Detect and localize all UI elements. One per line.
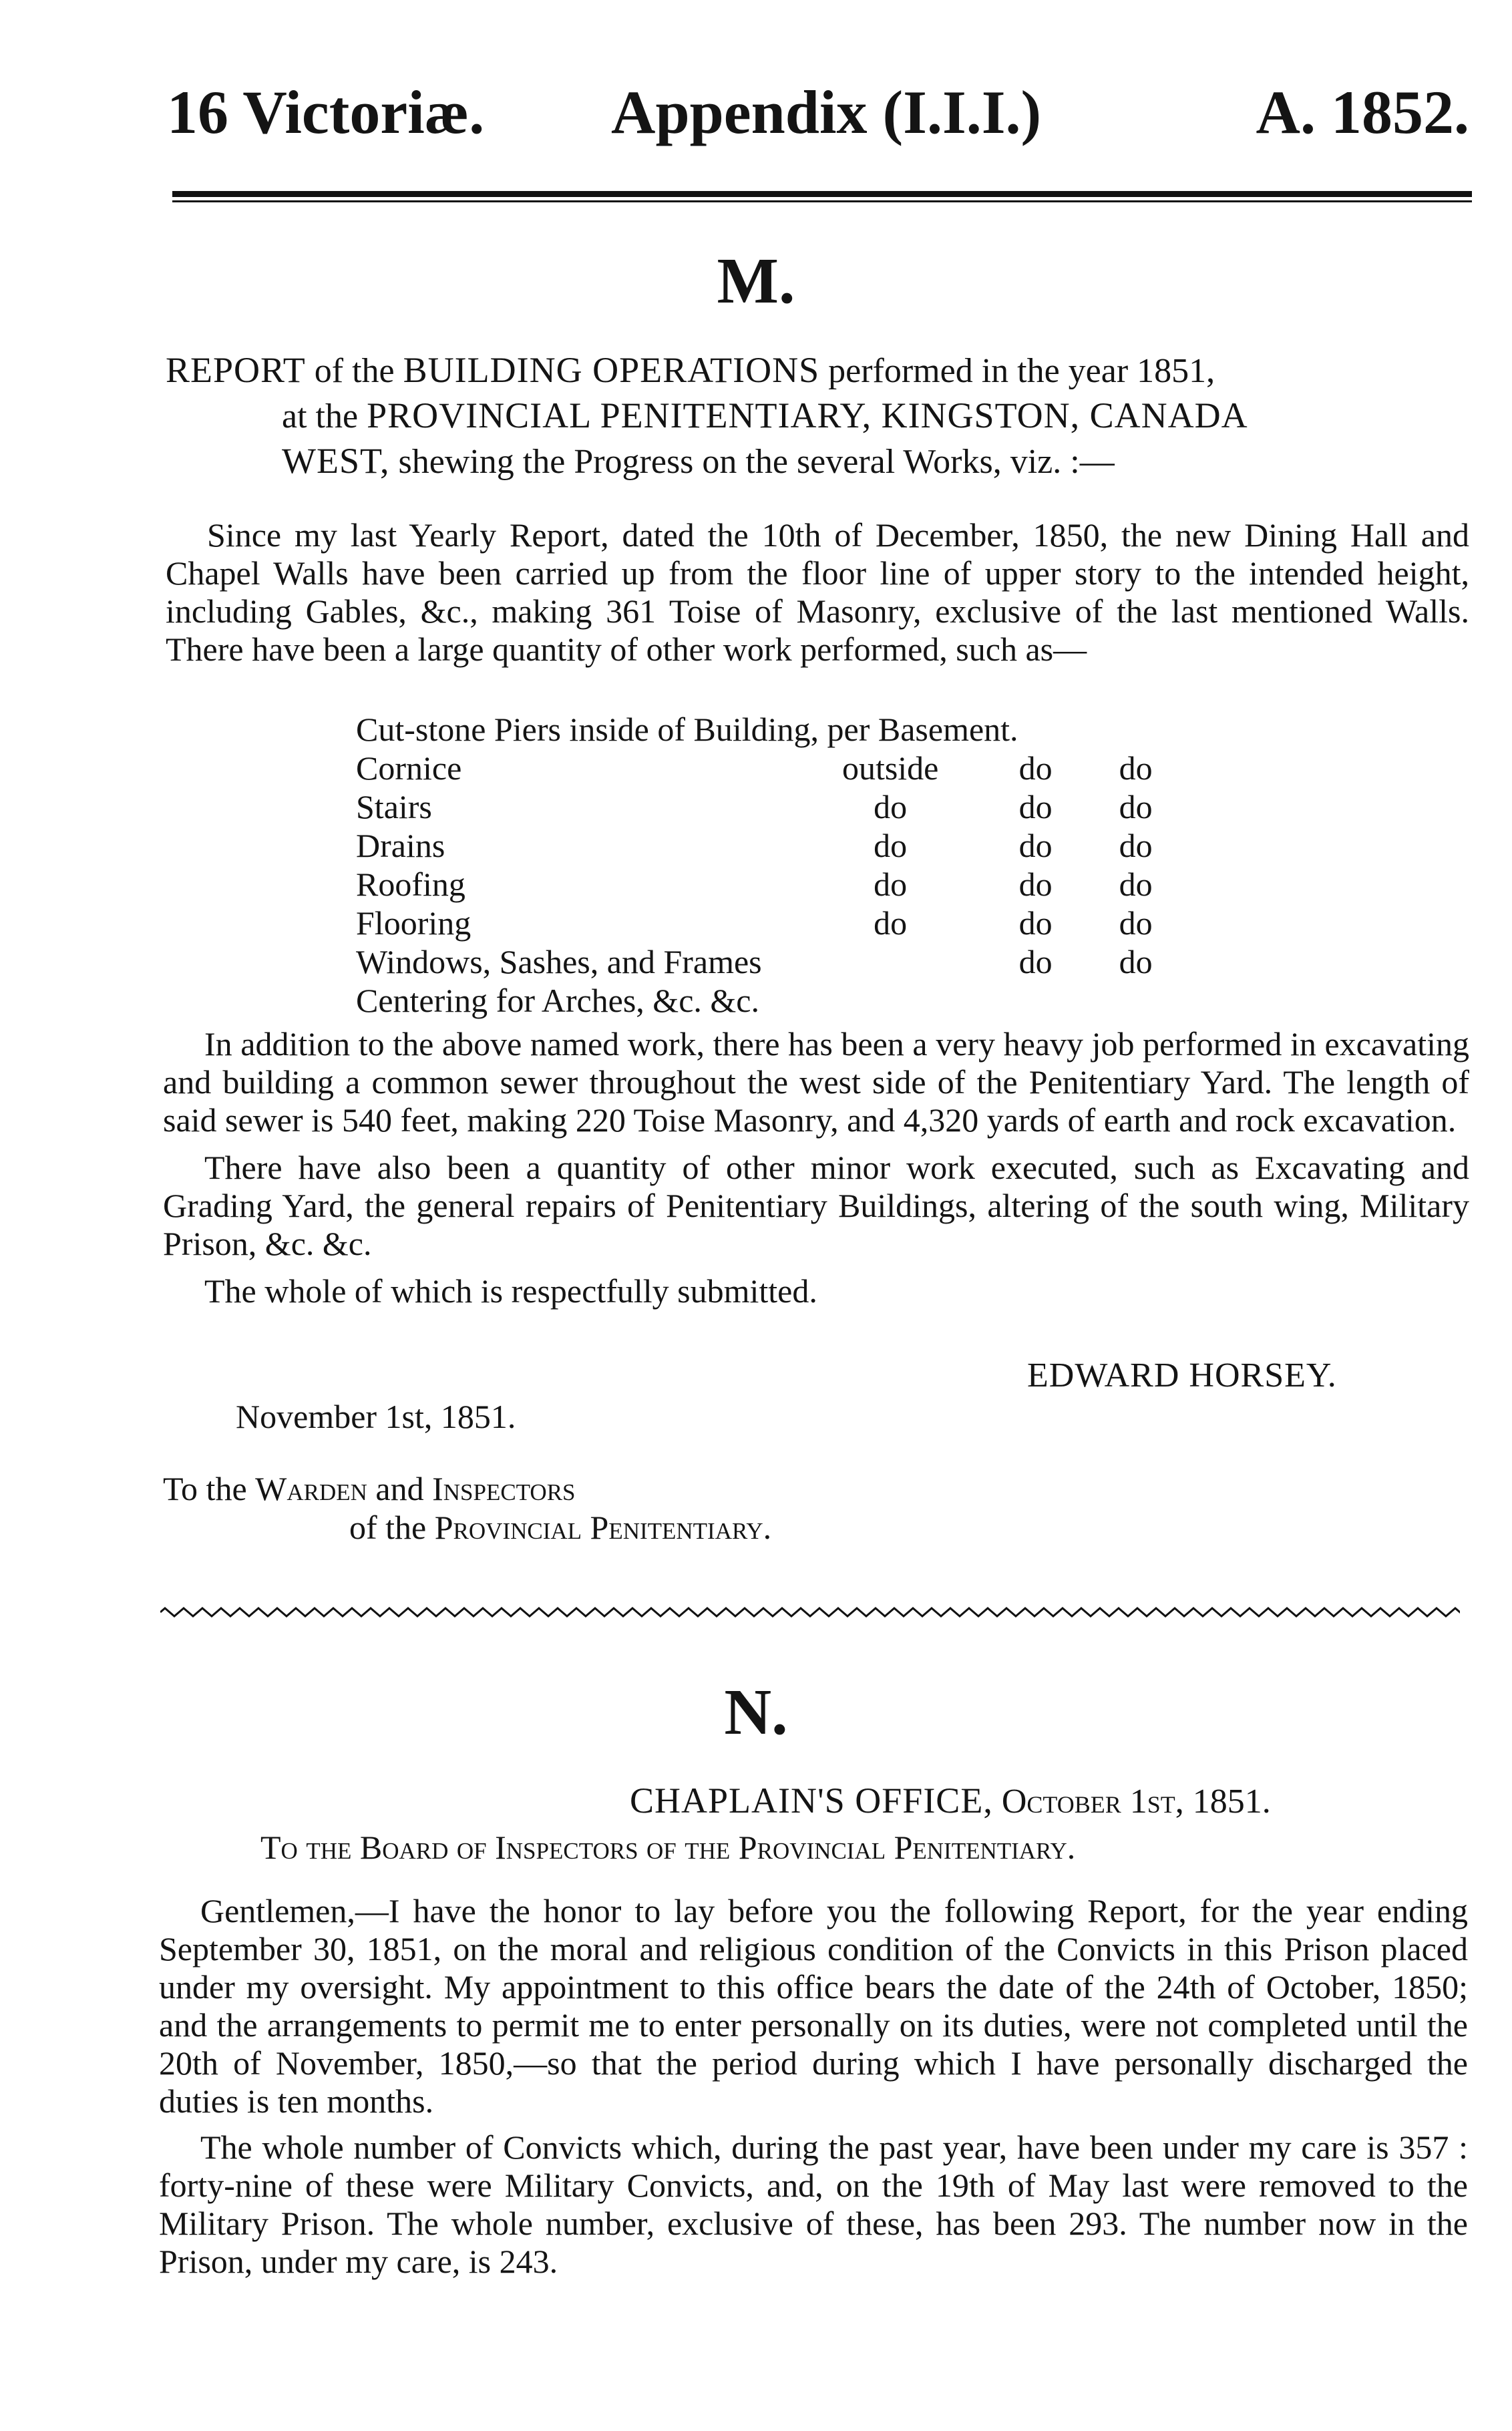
section-n-heading: N. <box>724 1676 788 1748</box>
report-title-line-2: at the PROVINCIAL PENITENTIARY, KINGSTON, CANADA <box>282 395 1248 435</box>
works-col4: do <box>1119 749 1153 787</box>
works-col4: do <box>1119 904 1153 942</box>
report-title-line-3: WEST, shewing the Progress on the several Works, viz. :— <box>282 441 1115 481</box>
works-col2: do <box>874 827 908 864</box>
chaplain-office-line: CHAPLAIN'S OFFICE, October 1st, 1851. <box>630 1781 1271 1821</box>
works-row <box>356 787 1253 826</box>
section-divider <box>160 1604 1460 1620</box>
works-item: Windows, Sashes, and Frames <box>356 943 762 980</box>
works-col2: do <box>874 904 908 942</box>
closing-line: The whole of which is respectfully submitted. <box>204 1272 817 1310</box>
chaplain-paragraph-1: Gentlemen,—I have the honor to lay before you the following Report, for the year ending September 30, 1851, on the moral and religious condition of the Convicts in this Prison placed under my oversight. My appointment to this office bears the date of the 24th of October, 1850; and the arrangements to permit me to enter personally on its duties, were not completed until the 20th of November, 1850,—so that the period during which I have personally discharged the duties is ten months. <box>159 1892 1468 2120</box>
works-col4: do <box>1119 866 1153 903</box>
works-col2 <box>762 942 1019 981</box>
works-item: Stairs <box>356 788 432 825</box>
works-item: Flooring <box>356 904 471 942</box>
section-m-heading: M. <box>717 245 795 317</box>
works-col3: do <box>1018 827 1053 864</box>
works-col4: do <box>1119 827 1153 864</box>
works-row <box>356 942 1253 981</box>
works-item: Drains <box>356 827 445 864</box>
works-row <box>356 981 1253 1020</box>
chaplain-paragraph-2: The whole number of Convicts which, during the past year, have been under my care is 357 : forty-nine of these were Military Convicts, and, on the 19th of May last were removed to the Military Prison. The whole number, exclusive of these, has been 293. The number now in the Prison, under my care, is 243. <box>159 2128 1468 2280</box>
address-line-1: To the Warden and Inspectors <box>163 1470 576 1507</box>
works-col2: do <box>874 788 908 825</box>
running-header <box>167 77 1469 157</box>
header-appendix: Appendix (I.I.I.) <box>611 78 1042 146</box>
report-date: November 1st, 1851. <box>236 1398 516 1435</box>
minor-work-paragraph: There have also been a quantity of other minor work executed, such as Excavating and Grading Yard, the general repairs of Penitentiary Buildings, altering of the south wing, Military Prison, &c. &c. <box>163 1149 1469 1262</box>
signature: EDWARD HORSEY. <box>1027 1356 1337 1394</box>
works-col2: do <box>874 866 908 903</box>
header-rule <box>172 191 1472 197</box>
works-col3: do <box>1018 788 1053 825</box>
works-item: Centering for Arches, &c. &c. <box>356 982 759 1019</box>
works-item: Cut-stone Piers inside of Building, per Basement. <box>356 711 1018 748</box>
report-title-line-1: REPORT of the BUILDING OPERATIONS performed in the year 1851, <box>166 350 1215 390</box>
salutation: To the Board of Inspectors of the Provincial Penitentiary. <box>260 1829 1076 1866</box>
works-row <box>356 826 1253 865</box>
works-list <box>356 710 1253 1020</box>
works-col3: do <box>1018 749 1053 787</box>
works-row <box>356 865 1253 904</box>
intro-paragraph: Since my last Yearly Report, dated the 10th of December, 1850, the new Dining Hall and Chapel Walls have been carried up from the floor line of upper story to the intended height, including Gables, &c., making 361 Toise of Masonry, exclusive of the last mentioned Walls. There have been a large quantity of other work performed, such as— <box>166 516 1469 668</box>
header-rule-thin <box>172 200 1472 202</box>
works-item: Roofing <box>356 866 465 903</box>
report-body <box>163 1025 1469 1310</box>
works-col4: do <box>1119 943 1153 980</box>
works-col2: outside <box>841 749 939 787</box>
works-row <box>356 749 1253 787</box>
works-item: Cornice <box>356 749 462 787</box>
sewer-paragraph: In addition to the above named work, there has been a very heavy job performed in excavating and building a common sewer throughout the west side of the Penitentiary Yard. The length of said sewer is 540 feet, making 220 Toise Masonry, and 4,320 yards of earth and rock excavation. <box>163 1025 1469 1139</box>
header-year: A. 1852. <box>1256 78 1469 146</box>
address-line-2: of the Provincial Penitentiary. <box>349 1509 772 1546</box>
works-row <box>356 904 1253 942</box>
works-row <box>356 710 1253 749</box>
chaplain-report <box>159 1892 1468 2281</box>
header-session: 16 Victoriæ. <box>167 78 485 146</box>
works-col4: do <box>1119 788 1153 825</box>
works-col3: do <box>1018 943 1053 980</box>
works-col3: do <box>1018 904 1053 942</box>
works-col3: do <box>1018 866 1053 903</box>
report-intro <box>166 516 1469 669</box>
